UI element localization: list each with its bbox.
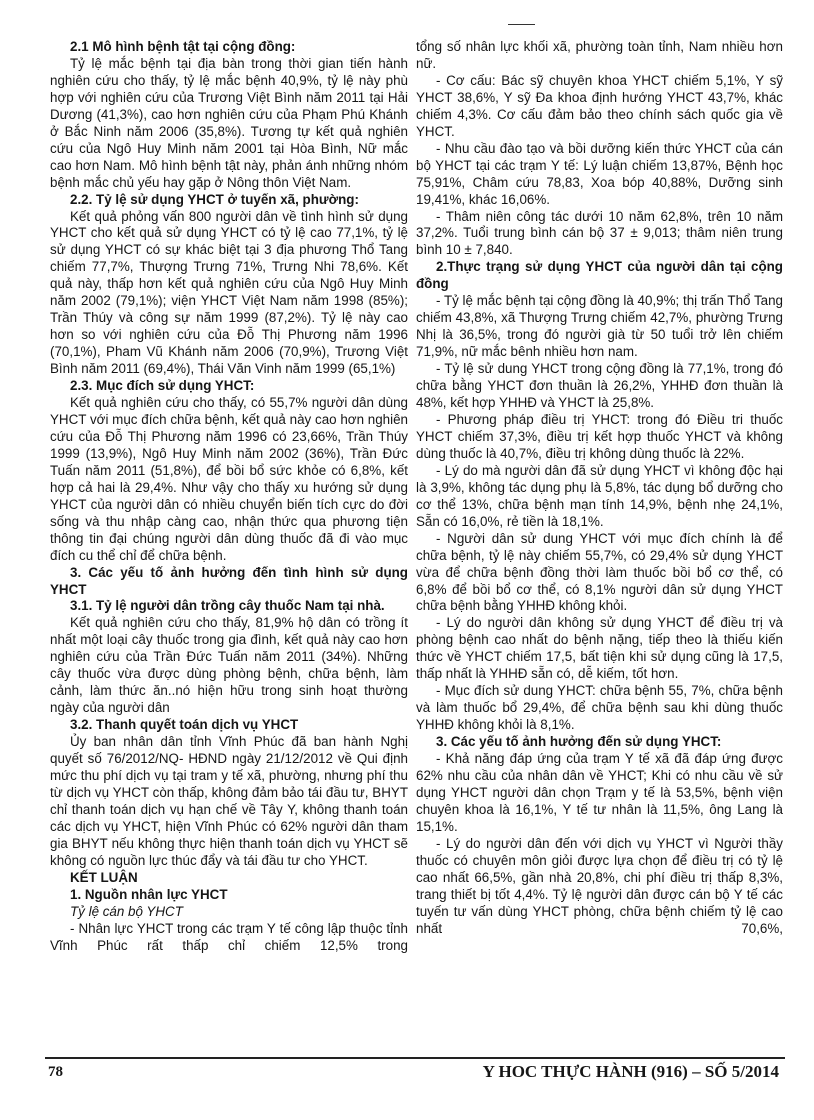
paragraph: - Lý do người dân không sử dụng YHCT để điều trị và phòng bệnh cao nhất do bệnh nặng, tiếp theo là thiếu kiến thức về YHCT chiếm 17,5, bất tiện khi sử dụng cũng là 17,5, thấp nhất là YHHĐ sẵn có, dễ kiếm, tốt hơn. xyxy=(416,615,783,682)
heading-conclusion: KẾT LUẬN xyxy=(70,869,138,885)
paragraph: - Mục đích sử dung YHCT: chữa bệnh 55, 7%, chữa bệnh và làm thuốc bổ 29,4%, để chữa bệnh sau khi dùng thuốc YHHĐ không khỏi là 8,1%. xyxy=(416,683,783,733)
heading-3-1: 3.1. Tỷ lệ người dân trồng cây thuốc Nam tại nhà. xyxy=(70,598,385,614)
heading-2-2: 2.2. Tỷ lệ sử dụng YHCT ở tuyến xã, phường: xyxy=(70,191,359,207)
heading-3: 3. Các yếu tố ảnh hưởng đến tình hình sử dụng YHCT xyxy=(50,564,408,597)
paragraph: Kết quả nghiên cứu cho thấy, có 55,7% người dân dùng YHCT với mục đích chữa bệnh, kết quả này cao hơn nghiên cứu của Đỗ Thị Phương năm 1996 có 23,66%, Trần Thúy 1999 (13,9%), Ngô Huy Minh năm 2002 (36%), Trần Đức Tuấn năm 2011 (51,8%), để bồi bổ sức khỏe có 6,8%, kết hợp cả hai là 29,4%. Như vậy cho thấy xu hướng sử dụng YHCT của người dân có nhiều chuyển biến tích cực do đời sống và thu nhập càng cao, nhận thức qua phương tiện thông tin đại chúng người dân dùng thuốc đã đi vào mục đích cu thể chỉ để chữa bệnh. xyxy=(50,395,408,563)
heading-3-2: 3.2. Thanh quyết toán dịch vụ YHCT xyxy=(70,717,299,733)
paragraph: Ủy ban nhân dân tỉnh Vĩnh Phúc đã ban hành Nghị quyết số 76/2012/NQ- HĐND ngày 21/12/2012 về Qui định mức thu phí dịch vụ tại tram y tế xã, phường, nhưng phí thu từ dịch vụ YHCT còn thấp, không đảm bảo tái đầu tư, BHYT chỉ thanh toán dịch vụ hạn chế về Tây Y, không thanh toán các dịch vụ YHCT, hiện Vĩnh Phúc có 62% người dân tham gia BHYT nếu không thực hiện thanh toán dịch vụ YHCT sẽ không có nguồn lực thúc đẩy và tái đầu tư cho YHCT. xyxy=(50,734,408,868)
paragraph: - Lý do mà người dân đã sử dụng YHCT vì không độc hại là 3,9%, không tác dụng phụ là 5,8%, tác dụng bổ dưỡng cho cơ thể 13%, chữa bệnh mạn tính 14,9%, bệnh nhẹ 24,1%, Sẵn có 16,0%, rẻ tiền là 18,1%. xyxy=(416,462,783,529)
paragraph: Kết quả phỏng vấn 800 người dân về tình hình sử dụng YHCT cho kết quả sử dụng YHCT có tỷ lệ cao 77,1%, tỷ lệ sử dụng YHCT có sự khác biệt tại 3 địa phương Thổ Tang chiếm 77,7%, Thượng Trưng 71%, Trưng Nhi 78,6%. Kết quả này, thấp hơn kết quả nghiên cứu của Ngô Huy Minh năm 2002 (79,1%); viện YHCT Việt Nam năm 1998 (85%); Trần Thúy và công sự năm 1999 (87,2%). Tỷ lệ này cao hơn so với nghiên cứu của Đỗ Thị Phương năm 1996 (70,1%), Pham Vũ Khánh năm 2006 (70,9%), Trương Việt Bình năm 2011 (69,4%), Thái Văn Vinh năm 1999 (65,1%) xyxy=(50,208,408,377)
subheading-italic: Tỷ lệ cán bộ YHCT xyxy=(70,903,183,919)
top-rule xyxy=(508,24,535,25)
heading-conclusion-2: 2.Thực trạng sử dụng YHCT của người dân tại cộng đồng xyxy=(416,259,783,292)
paragraph: - Khả năng đáp ứng của trạm Y tế xã đã đáp ứng được 62% nhu cầu của nhân dân về YHCT; Khi có nhu cầu về sử dụng YHCT người dân chọn Trạm y tế là 53,5%, bệnh viện chuyên khoa là 16,1%, Y tế tư nhân là 11,5%, ông Lang là 15,1%. xyxy=(416,751,783,834)
paragraph: - Người dân sử dung YHCT với mục đích chính là để chữa bệnh, tỷ lệ này chiếm 55,7%, có 29,4% sử dụng YHCT vừa để chữa bệnh đồng thời làm thuốc bồi bổ cơ thể, có 6,8% để bồi bổ cơ thể, có 8,1% người dân sử dụng YHCT chữa bệnh bằng YHHĐ không khỏi. xyxy=(416,530,783,614)
paragraph: - Cơ cấu: Bác sỹ chuyên khoa YHCT chiếm 5,1%, Y sỹ YHCT 38,6%, Y sỹ Đa khoa định hướng YHCT 43,7%, khác chiếm 4,3%. Cơ cấu đảm bảo theo chính sách quốc gia về YHCT. xyxy=(416,72,783,139)
paragraph-continuation: tổng số nhân lực khối xã, phường toàn tỉnh, Nam nhiều hơn nữ. xyxy=(416,39,783,71)
paragraph: Tỷ lệ mắc bệnh tại địa bàn trong thời gian tiến hành nghiên cứu cho thấy, tỷ lệ mắc bệnh 40,9%, tỷ lệ này phù hợp với nghiên cứu của Trương Việt Bình năm 2011 tại Hải Dương (41,3%), cao hơn nghiên cứu của Phạm Phú Khánh ở Bắc Ninh năm 2006 (35,8%). Tương tự kết quả nghiên cứu của Ngô Huy Minh năm 2001 tại Hòa Bình, Nữ mắc cao hơn Nam. Mô hình bệnh tật này, phản ánh những nhóm bệnh mắc chủ yếu hay gặp ở Nông thôn Việt Nam. xyxy=(50,55,408,190)
paragraph: - Nhu cầu đào tạo và bồi dưỡng kiến thức YHCT của cán bộ YHCT tại các trạm Y tế: Lý luận chiếm 13,87%, Bệnh học 75,91%, Châm cứu 78,83, Xoa bóp 40,88%, Dưỡng sinh 19,41%, khác 16,06%. xyxy=(416,140,783,207)
heading-2-1: 2.1 Mô hình bệnh tật tại cộng đồng: xyxy=(70,39,296,54)
paragraph-continued: - Nhân lực YHCT trong các trạm Y tế công lập thuộc tỉnh Vĩnh Phúc rất thấp chỉ chiếm 12,5% trong xyxy=(50,920,408,953)
footer-rule xyxy=(45,1057,785,1059)
paragraph: - Phương pháp điều trị YHCT: trong đó Điều tri thuốc YHCT chiếm 37,3%, điều trị kết hợp thuốc YHCT và không dùng thuốc là 40,7%, điều trị không dùng thuốc là 22%. xyxy=(416,411,783,461)
heading-conclusion-3: 3. Các yếu tố ảnh hưởng đến sử dụng YHCT: xyxy=(436,734,722,750)
paragraph-continued: - Lý do người dân đến với dịch vụ YHCT vì Người thầy thuốc có chuyên môn giỏi được lựa chọn để điều trị có tỷ lệ cao nhất 66,5%, gần nhà 20,8%, chi phí điều trị thấp 8,3%, trang thiết bị tốt 4,4%. Tỷ lệ người dân được cán bộ Y tế các tuyến tư vấn dùng YHCT phòng, chữa bệnh chiếm tỷ lệ cao nhất 70,6%, xyxy=(416,835,783,936)
paragraph: - Tỷ lệ sử dung YHCT trong cộng đồng là 77,1%, trong đó chữa bằng YHCT đơn thuần là 26,2%, YHHĐ đơn thuần là 48%, kết hợp YHHĐ và YHCT là 25,8%. xyxy=(416,361,783,411)
left-column xyxy=(50,39,408,954)
heading-2-3: 2.3. Mục đích sử dụng YHCT: xyxy=(70,378,255,394)
page-number: 78 xyxy=(48,1064,63,1080)
right-column xyxy=(416,39,783,938)
heading-conclusion-1: 1. Nguồn nhân lực YHCT xyxy=(70,886,228,902)
journal-title: Y HOC THỰC HÀNH (916) – SỐ 5/2014 xyxy=(482,1062,779,1081)
paragraph: - Thâm niên công tác dưới 10 năm 62,8%, trên 10 năm 37,2%. Tuổi trung bình cán bộ 37 ± 9,013; thâm niên trung bình 10 ± 7,840. xyxy=(416,208,783,258)
paragraph: Kết quả nghiên cứu cho thấy, 81,9% hộ dân có trồng ít nhất một loại cây thuốc trong gia đình, kết quả này cao hơn nghiên cứu của Trần Đức Tuấn năm 2011 (34%). Những cây thuốc vừa được dùng phòng bệnh, chữa bệnh, làm cảnh, làm thức ăn..nó hiện hữu trong sinh hoạt thường ngày của người dân xyxy=(50,615,408,716)
paragraph: - Tỷ lệ mắc bệnh tại cộng đồng là 40,9%; thị trấn Thổ Tang chiếm 43,8%, xã Thượng Trưng chiếm 42,7%, phường Trưng Nhị là 36,5%, trong đó người già từ 50 tuổi trở lên chiếm 71,9%, nữ mắc bênh nhiều hơn nam. xyxy=(416,293,783,360)
